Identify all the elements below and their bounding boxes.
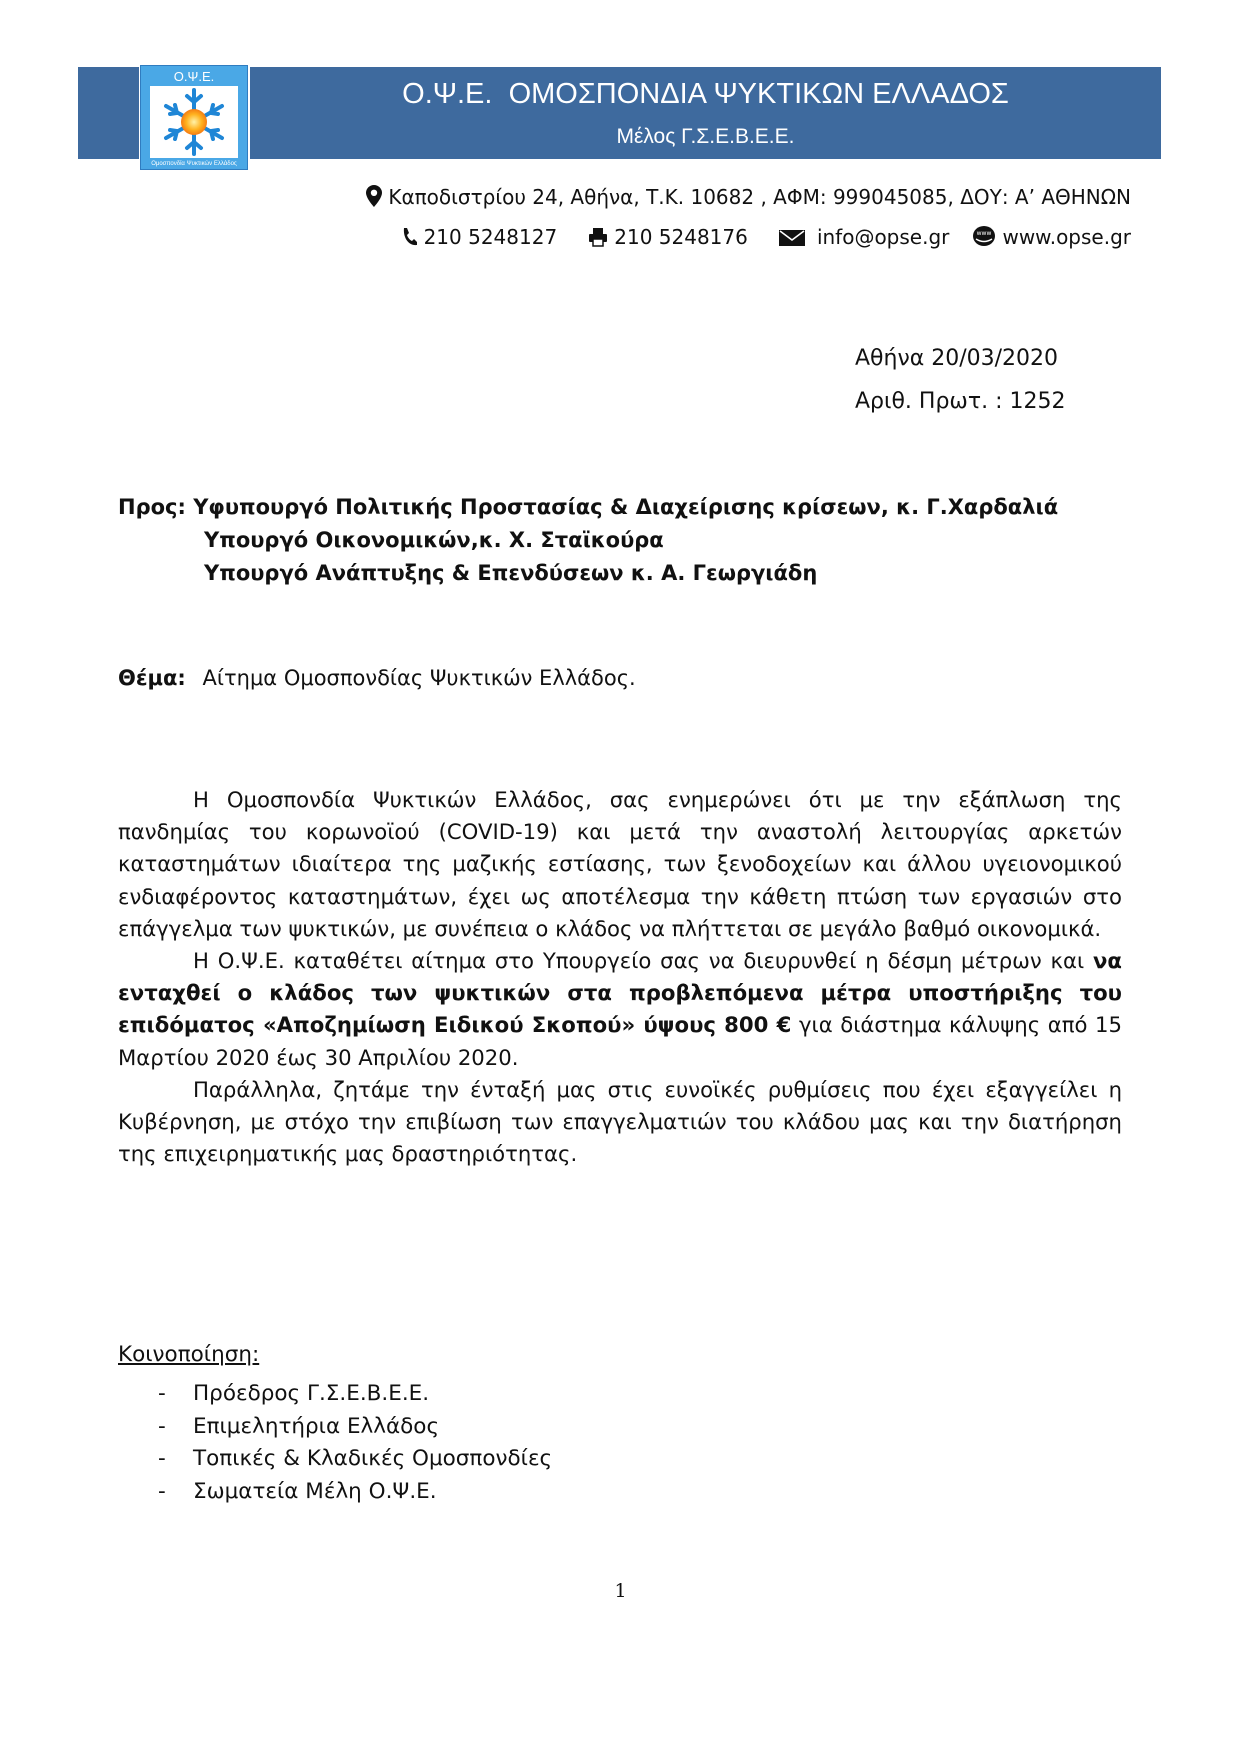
email-icon [779, 225, 811, 249]
contact-details-line [401, 225, 1131, 249]
web-icon [972, 225, 1002, 249]
cc-item-text: Πρόεδρος Γ.Σ.Ε.Β.Ε.Ε. [193, 1381, 430, 1406]
page-number: 1 [614, 1580, 627, 1602]
letter-date: Αθήνα 20/03/2020 [855, 346, 1059, 371]
cc-title: Κοινοποίηση: [118, 1342, 260, 1367]
body-paragraph-2-end: για διάστημα κάλυψης από 15 Μαρτίου 2020 έως 30 Απριλίου 2020. [118, 1012, 1122, 1070]
logo-bottom-text: Ομοσπονδία Ψυκτικών Ελλάδος [151, 161, 237, 167]
organization-title: Ο.Ψ.Ε. ΟΜΟΣΠΟΝΔΙΑ ΨΥΚΤΙΚΩΝ ΕΛΛΑΔΟΣ [402, 78, 1009, 110]
recipient-2: Υπουργό Οικονομικών,κ. Χ. Σταϊκούρα [204, 528, 664, 552]
website-link[interactable]: www.opse.gr [1002, 225, 1131, 249]
list-item [118, 1378, 552, 1411]
subject-text: Αίτημα Ομοσπονδίας Ψυκτικών Ελλάδος. [202, 666, 636, 690]
body-paragraph-2-start: Η Ο.Ψ.Ε. καταθέτει αίτημα στο Υπουργείο σας να διευρυνθεί η δέσμη μέτρων και [193, 948, 1085, 974]
federation-logo [140, 65, 248, 170]
svg-text:www: www [976, 230, 992, 237]
list-dash: - [158, 1478, 166, 1504]
list-item [118, 1443, 552, 1476]
organization-subtitle: Μέλος Γ.Σ.Ε.Β.Ε.Ε. [616, 125, 795, 148]
body-paragraph-1: Η Ομοσπονδία Ψυκτικών Ελλάδος, σας ενημερώνει ότι με την εξάπλωση της πανδημίας του κορωνοϊού (COVID-19) και μετά την αναστολή λειτουργίας αρκετών καταστημάτων ιδιαίτερα της μαζικής εστίασης, των ξενοδοχείων και άλλου υγειονομικού ενδιαφέροντος καταστημάτων, έχει ως αποτέλεσμα την κάθετη πτώση των εργασιών στο επάγγελμα των ψυκτικών, με συνέπεια ο κλάδος να πλήττεται σε μεγάλο βαθμό οικονομικά. [118, 787, 1122, 941]
list-dash: - [158, 1381, 166, 1406]
list-dash: - [158, 1413, 166, 1439]
fax-icon [588, 225, 614, 249]
email-address[interactable]: info@opse.gr [816, 225, 950, 249]
address-text: Καποδιστρίου 24, Αθήνα, Τ.Κ. 10682 , ΑΦΜ: 999045085, ΔΟΥ: Α’ ΑΘΗΝΩΝ [388, 185, 1131, 209]
subject-line [118, 666, 636, 690]
list-item [118, 1476, 552, 1509]
recipient-3: Υπουργό Ανάπτυξης & Επενδύσεων κ. Α. Γεωργιάδη [204, 561, 818, 585]
phone-number[interactable]: 210 5248127 [423, 225, 558, 249]
body-paragraph-3: Παράλληλα, ζητάμε την ένταξή μας στις ευνοϊκές ρυθμίσεις που έχει εξαγγείλει η Κυβέρνηση, με στόχο την επιβίωση των επαγγελματιών του κλάδου μας και την διατήρηση της επιχειρηματικής μας δραστηριότητας. [118, 1076, 1122, 1167]
body-paragraph-2-bold: να ενταχθεί ο κλάδος των ψυκτικών στα προβλεπόμενα μέτρα υποστήριξης του επιδόματος «Αποζημίωση Ειδικού Σκοπού» ύψους 800 € [118, 948, 1122, 1038]
list-dash: - [158, 1446, 166, 1471]
header-banner [250, 67, 1161, 159]
cc-item-text: Τοπικές & Κλαδικές Ομοσπονδίες [193, 1446, 553, 1471]
banner-left-block [78, 67, 139, 159]
list-item [118, 1411, 552, 1444]
recipient-line-1 [118, 495, 1058, 519]
cc-item-text: Επιμελητήρια Ελλάδος [193, 1413, 440, 1439]
location-icon [366, 185, 388, 209]
logo-top-text: Ο.Ψ.Ε. [173, 69, 215, 84]
cc-item-text: Σωματεία Μέλη Ο.Ψ.Ε. [193, 1478, 437, 1504]
body-paragraph-2 [118, 945, 1122, 1074]
recipient-1: Υφυπουργό Πολιτικής Προστασίας & Διαχείρισης κρίσεων, κ. Γ.Χαρδαλιά [193, 495, 1059, 519]
recipients-label: Προς: [118, 495, 186, 519]
snowflake-icon [150, 86, 238, 158]
protocol-number: Αριθ. Πρωτ. : 1252 [855, 389, 1066, 414]
phone-icon [401, 225, 423, 249]
letter-body [118, 784, 1122, 1170]
subject-label: Θέμα: [118, 666, 186, 690]
fax-number: 210 5248176 [614, 225, 748, 249]
address-line [366, 185, 1131, 209]
cc-list [118, 1378, 552, 1508]
